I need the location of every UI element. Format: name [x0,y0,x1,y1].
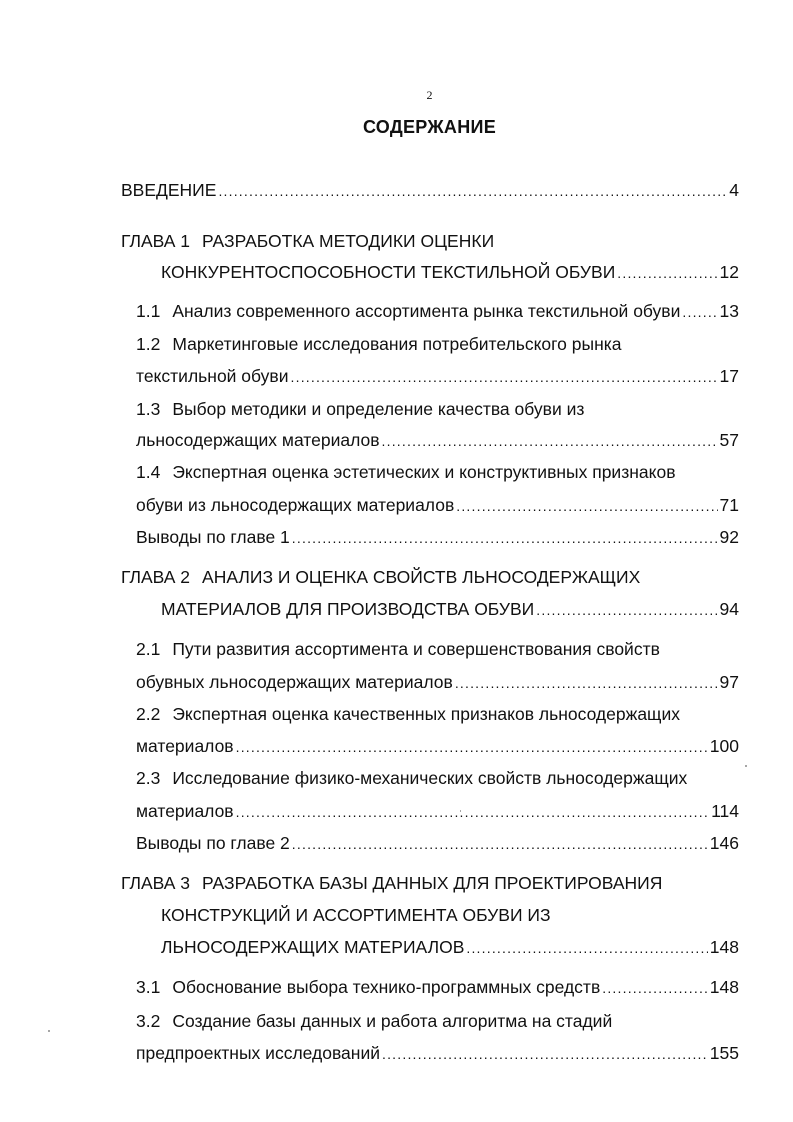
dot-leader [292,832,708,856]
toc-page-number: 114 [711,801,739,821]
toc-page-number: 57 [719,430,739,450]
chapter-title: КОНКУРЕНТОСПОСОБНОСТИ ТЕКСТИЛЬНОЙ ОБУВИ [161,262,616,282]
toc-section-1-4-line-1[interactable] [136,460,739,484]
section-title: Экспертная оценка эстетических и конструктивных признаков [172,462,676,482]
section-title: Исследование физико-механических свойств льносодержащих [172,768,688,788]
dot-leader [382,429,718,453]
scan-speck [48,1030,50,1032]
section-number: 1.2 [136,334,161,354]
toc-page-number: 100 [709,736,739,756]
dot-leader [291,365,718,389]
toc-chapter-2-title-line-1[interactable] [121,565,739,589]
toc-page-number: 155 [709,1043,739,1063]
toc-section-2-2-line-2[interactable] [136,734,739,758]
toc-section-3-2-line-2[interactable] [136,1041,739,1065]
toc-chapter-3-title-line-1[interactable] [121,871,739,895]
toc-conclusions-2[interactable] [136,831,739,855]
toc-page-number: 97 [719,672,739,692]
toc-section-1-1[interactable] [136,299,739,323]
section-title: текстильной обуви [136,366,289,386]
section-title: материалов [136,736,234,756]
section-title: Обоснование выбора технико-программных средств [172,977,601,997]
section-number: 2.2 [136,704,161,724]
toc-page-number: 17 [719,366,739,386]
section-number: 2.1 [136,639,161,659]
toc-chapter-2-title-line-2[interactable] [161,597,739,621]
toc-section-2-1-line-1[interactable] [136,637,739,661]
section-number: 3.1 [136,977,161,997]
section-title: Анализ современного ассортимента рынка текстильной обуви [172,301,681,321]
toc-page-number: 71 [719,495,739,515]
toc-entry-intro[interactable] [121,178,739,202]
toc-page-number: 146 [709,833,739,853]
toc-chapter-3-title-line-3[interactable] [161,935,739,959]
toc-page-number: 12 [719,262,739,282]
dot-leader [617,261,717,285]
conclusions-title: Выводы по главе 2 [136,833,290,853]
section-number: 2.3 [136,768,161,788]
dot-leader [292,526,718,550]
chapter-title: ЛЬНОСОДЕРЖАЩИХ МАТЕРИАЛОВ [161,937,465,957]
toc-section-1-2-line-2[interactable] [136,364,739,388]
section-title: Маркетинговые исследования потребительского рынка [172,334,622,354]
section-number: 1.3 [136,399,161,419]
toc-conclusions-1[interactable] [136,525,739,549]
toc-chapter-3-title-line-2[interactable] [161,903,739,927]
scan-speck [460,810,461,812]
section-number: 1.1 [136,301,161,321]
section-title: материалов [136,801,234,821]
toc-section-2-2-line-1[interactable] [136,702,739,726]
section-title: обувных льносодержащих материалов [136,672,453,692]
toc-section-1-3-line-2[interactable] [136,428,739,452]
toc-entry-title: ВВЕДЕНИЕ [121,180,217,200]
toc-section-3-2-line-1[interactable] [136,1009,739,1033]
chapter-title: РАЗРАБОТКА МЕТОДИКИ ОЦЕНКИ [202,231,495,251]
scan-speck [745,765,747,767]
toc-page-number: 92 [719,527,739,547]
section-number: 1.4 [136,462,161,482]
dot-leader [602,976,708,1000]
dot-leader [466,936,707,960]
toc-page-number: 148 [709,937,739,957]
dot-leader [218,179,727,203]
toc-section-1-3-line-1[interactable] [136,397,739,421]
section-title: предпроектных исследований [136,1043,380,1063]
toc-chapter-1-title-line-1[interactable] [121,229,739,253]
chapter-number: ГЛАВА 2 [121,567,191,587]
conclusions-title: Выводы по главе 1 [136,527,290,547]
toc-chapter-1-title-line-2[interactable] [161,260,739,284]
section-title: Выбор методики и определение качества обуви из [172,399,585,419]
dot-leader [236,735,708,759]
page-title: СОДЕРЖАНИЕ [362,117,497,137]
toc-section-2-3-line-1[interactable] [136,766,739,790]
toc-section-3-1[interactable] [136,975,739,999]
dot-leader [536,598,717,622]
chapter-title: РАЗРАБОТКА БАЗЫ ДАННЫХ ДЛЯ ПРОЕКТИРОВАНИЯ [202,873,663,893]
page-number: 2 [426,88,433,102]
chapter-title: МАТЕРИАЛОВ ДЛЯ ПРОИЗВОДСТВА ОБУВИ [161,599,535,619]
chapter-number: ГЛАВА 3 [121,873,191,893]
section-title: льносодержащих материалов [136,430,380,450]
toc-page-number: 13 [719,301,739,321]
dot-leader [382,1042,708,1066]
dot-leader [236,800,709,824]
chapter-number: ГЛАВА 1 [121,231,191,251]
toc-section-2-3-line-2[interactable] [136,799,739,823]
section-title: обуви из льносодержащих материалов [136,495,455,515]
chapter-title: КОНСТРУКЦИЙ И АССОРТИМЕНТА ОБУВИ ИЗ [161,905,551,925]
toc-section-2-1-line-2[interactable] [136,670,739,694]
toc-section-1-4-line-2[interactable] [136,493,739,517]
toc-page-number: 94 [719,599,739,619]
section-title: Экспертная оценка качественных признаков льносодержащих [172,704,680,724]
dot-leader [455,671,718,695]
dot-leader [682,300,717,324]
toc-page-number: 4 [729,180,739,200]
section-title: Пути развития ассортимента и совершенствования свойств [172,639,660,659]
section-number: 3.2 [136,1011,161,1031]
dot-leader [456,494,717,518]
toc-page-number: 148 [709,977,739,997]
chapter-title: АНАЛИЗ И ОЦЕНКА СВОЙСТВ ЛЬНОСОДЕРЖАЩИХ [202,567,641,587]
toc-section-1-2-line-1[interactable] [136,332,739,356]
section-title: Создание базы данных и работа алгоритма на стадий [172,1011,613,1031]
